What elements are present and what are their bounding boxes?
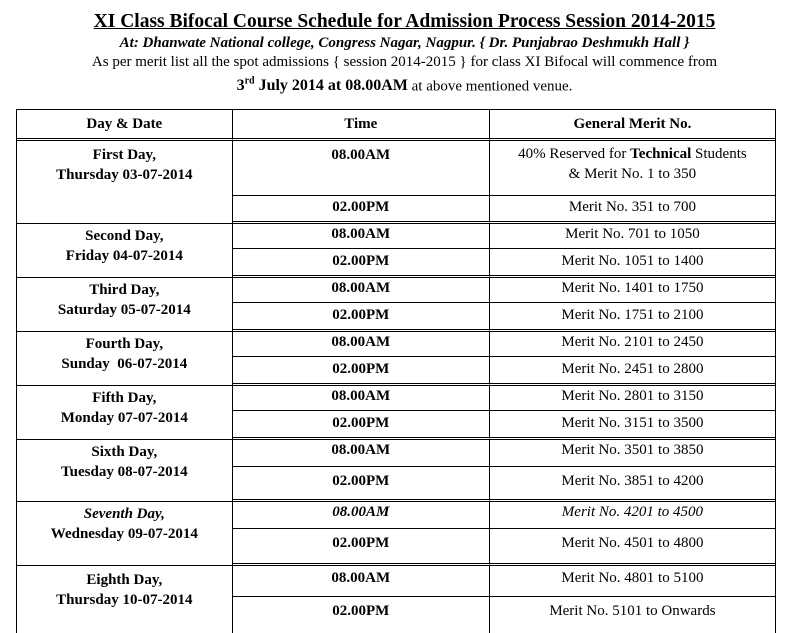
- day-cell: [17, 224, 233, 278]
- day-label: First Day,: [92, 147, 156, 163]
- time-cell: 08.00AM: [233, 278, 490, 303]
- start-day-suffix: rd: [244, 76, 255, 87]
- merit-cell: Merit No. 1751 to 2100: [490, 303, 775, 332]
- merit-cell: Merit No. 4201 to 4500: [490, 502, 775, 529]
- merit-text: Students: [691, 146, 747, 162]
- time-cell: 08.00AM: [233, 502, 490, 529]
- time-cell: 02.00PM: [233, 249, 490, 278]
- time-cell: 02.00PM: [233, 411, 490, 440]
- time-cell: 08.00AM: [233, 566, 490, 597]
- day-cell: [17, 386, 233, 440]
- day-cell: [17, 566, 233, 633]
- merit-cell: Merit No. 5101 to Onwards: [549, 603, 716, 619]
- time-cell: 02.00PM: [233, 597, 490, 633]
- day-label: Sixth Day,: [91, 444, 158, 460]
- start-date-line: [0, 72, 809, 96]
- day-cell: [17, 440, 233, 502]
- time-cell: 02.00PM: [233, 303, 490, 332]
- merit-cell: Merit No. 351 to 700: [490, 196, 775, 224]
- merit-cell: Merit No. 1401 to 1750: [490, 278, 775, 303]
- description-line: As per merit list all the spot admissions { session 2014-2015 } for class XI Bifocal will commence from: [91, 54, 718, 70]
- schedule-table: [16, 109, 776, 633]
- day-label: Seventh Day,: [83, 506, 165, 522]
- time-cell: 02.00PM: [233, 196, 490, 224]
- merit-cell: Merit No. 701 to 1050: [490, 224, 775, 249]
- day-cell: [17, 502, 233, 566]
- day-date: Friday 04-07-2014: [65, 248, 183, 264]
- page-title: XI Class Bifocal Course Schedule for Admission Process Session 2014-2015: [93, 11, 716, 32]
- merit-cell: Merit No. 2451 to 2800: [490, 357, 775, 386]
- header-day-date: Day & Date: [17, 110, 233, 141]
- table-row: [17, 278, 775, 303]
- merit-cell: Merit No. 4801 to 5100: [490, 566, 775, 597]
- day-label: Fifth Day,: [92, 390, 157, 406]
- merit-cell: Merit No. 1051 to 1400: [490, 249, 775, 278]
- time-cell: 02.00PM: [233, 529, 490, 566]
- merit-cell: Merit No. 3501 to 3850: [490, 440, 775, 467]
- merit-cell: Merit No. 2101 to 2450: [490, 332, 775, 357]
- merit-cell: Merit No. 2801 to 3150: [490, 386, 775, 411]
- day-label: Eighth Day,: [86, 572, 163, 588]
- day-label: Third Day,: [89, 282, 160, 298]
- day-date: Thursday 03-07-2014: [56, 167, 193, 183]
- header-merit: General Merit No.: [490, 110, 775, 141]
- time-cell: 08.00AM: [233, 224, 490, 249]
- day-cell: [17, 141, 233, 224]
- time-cell: 08.00AM: [233, 440, 490, 467]
- day-label: Second Day,: [85, 228, 164, 244]
- table-row: [17, 440, 775, 467]
- start-day-number: 3: [236, 77, 245, 95]
- merit-cell: Merit No. 4501 to 4800: [490, 529, 775, 566]
- merit-text: & Merit No. 1 to 350: [568, 166, 697, 182]
- venue-line: At: Dhanwate National college, Congress Nagar, Nagpur. { Dr. Punjabrao Deshmukh Hall }: [119, 35, 690, 51]
- day-date: Saturday 05-07-2014: [57, 302, 191, 318]
- header-time: Time: [233, 110, 490, 141]
- start-date-time: July 2014 at 08.00AM: [254, 77, 408, 95]
- day-date: Sunday 06-07-2014: [61, 356, 188, 372]
- day-label: Fourth Day,: [85, 336, 164, 352]
- time-cell: 08.00AM: [233, 141, 490, 196]
- day-cell: [17, 332, 233, 386]
- day-date: Tuesday 08-07-2014: [61, 464, 188, 480]
- table-row: [17, 502, 775, 529]
- table-row: [17, 332, 775, 357]
- merit-cell: [490, 141, 775, 196]
- day-date: Monday 07-07-2014: [60, 410, 188, 426]
- document-header: [0, 10, 809, 96]
- table-row: [17, 566, 775, 597]
- merit-bold-text: Technical: [630, 146, 692, 162]
- table-row: [17, 224, 775, 249]
- start-date-tail: at above mentioned venue.: [407, 78, 573, 95]
- table-row: [17, 141, 775, 196]
- table-header-row: [17, 110, 775, 141]
- day-cell: [17, 278, 233, 332]
- time-cell: 08.00AM: [233, 332, 490, 357]
- merit-cell: Merit No. 3151 to 3500: [490, 411, 775, 440]
- time-cell: 02.00PM: [233, 357, 490, 386]
- time-cell: 02.00PM: [233, 467, 490, 502]
- table-row: [17, 386, 775, 411]
- day-date: Thursday 10-07-2014: [56, 592, 193, 608]
- time-cell: 08.00AM: [233, 386, 490, 411]
- day-date: Wednesday 09-07-2014: [50, 526, 198, 542]
- merit-text: 40% Reserved for: [518, 146, 631, 162]
- merit-cell: Merit No. 3851 to 4200: [490, 467, 775, 502]
